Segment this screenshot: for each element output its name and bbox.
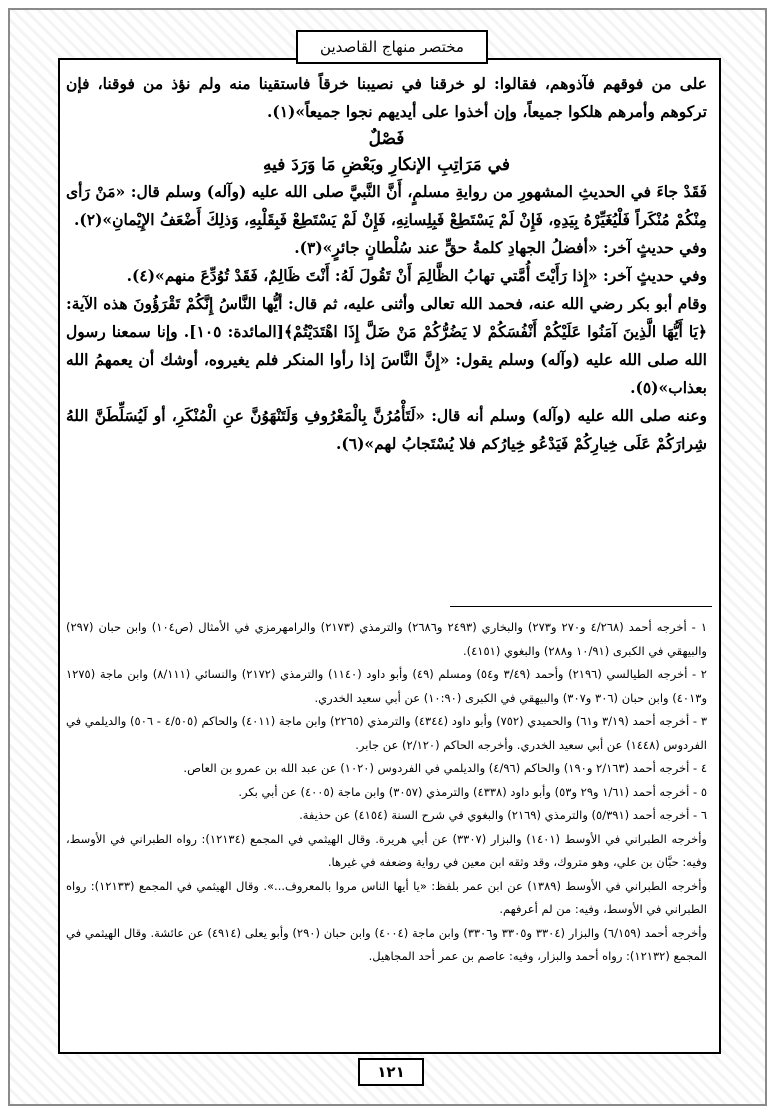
- paragraph-3: وفي حديثٍ آخر: «أفضلُ الجهادِ كلمةُ حقٍّ عند سُلْطانٍ جائرٍ»(٣).: [294, 238, 707, 257]
- page-number: ١٢١: [377, 1063, 405, 1081]
- book-title: مختصر منهاج القاصدين: [320, 38, 464, 56]
- footnote-6-cont-2: وأخرجه الطبراني في الأوسط (١٣٨٩) عن ابن عمر بلفظ: «يا أيها الناس مروا بالمعروف...». وقال الهيثمي في المجمع (١٢١٣٣): رواه الطبراني في الأوسط، وفيه: من لم أعرفهم.: [66, 878, 708, 916]
- paragraph-4: وفي حديثٍ آخر: «إِذا رَأَيْتَ أُمَّتي تهابُ الظَّالِمَ أَنْ تَقُولَ لَهُ: أَنْتَ ظَالِمٌ، فَقَدْ تُوُدِّعَ منهم»(٤).: [126, 266, 707, 285]
- footnote-2: ٢ - أخرجه الطيالسي (٢١٩٦) وأحمد (٣/٤٩ و٥٤) ومسلم (٤٩) وأبو داود (١١٤٠) والترمذي (٢١٧٢) والنسائي (٨/١١١) وابن ماجة (١٢٧٥ و٤٠١٣) وابن حبان (٣٠٦ و٣٠٧) والبيهقي في الكبرى (١٠:٩٠) عن أبي سعيد الخدري.: [66, 667, 707, 705]
- footnote-6-cont-1: وأخرجه الطبراني في الأوسط (١٤٠١) والبزار (٣٣٠٧) عن أبي هريرة. وقال الهيثمي في المجمع (١٢١٣٤): رواه الطبراني في الأوسط، وفيه: حبَّان بن علي، وهو متروك، وقد وثقه ابن معين في رواية وضعفه في غيرها.: [66, 831, 707, 869]
- paragraph-6: وعنه صلى الله عليه (وآله) وسلم أنه قال: «لَتَأْمُرُنَّ بِالْمَعْرُوفِ وَلَتَنْهَوُنَّ عنِ الْمُنْكَرِ، أو لَيُسَلِّطَنَّ اللهُ شِرارَكُمْ عَلَى خِيارِكُمْ فَيَدْعُو خِيارُكم فلا يُسْتَجابُ لهم»(٦).: [66, 406, 707, 453]
- paragraph-5: وقام أبو بكر رضي الله عنه، فحمد الله تعالى وأثنى عليه، ثم قال: أيُّها النَّاسُ إِنَّكُمْ تَقْرَؤُونَ هذه الآية: ﴿يَا أَيُّهَا الَّذِينَ آمَنُوا عَلَيْكُمْ أَنْفُسَكُمْ لا يَضُرُّكُمْ مَنْ ضَلَّ إِذَا اهْتَدَيْتُمْ﴾[المائدة: ١٠٥]. وإنا سمعنا رسول الله صلى الله عليه (وآله) وسلم يقول: «إِنَّ النَّاسَ إذا رأوا المنكر فلم يغيروه، أوشك أن يعمهمُ الله بعذاب»(٥).: [66, 294, 707, 397]
- footnote-3: ٣ - أخرجه أحمد (٣/١٩ و٦١) والحميدي (٧٥٢) وأبو داود (٤٣٤٤) والترمذي (٢٢٦٥) وابن ماجة (٤٠١١) والحاكم (٤/٥٠٥ - ٥٠٦) والديلمي في الفردوس (١٤٤٨) عن أبي سعيد الخدري. وأخرجه الحاكم (٢/١٢٠) عن جابر.: [66, 714, 707, 752]
- main-text: [66, 70, 707, 458]
- footnote-separator: [450, 606, 712, 607]
- section-heading: فَصْلٌ: [368, 129, 405, 149]
- footnote-6: ٦ - أخرجه أحمد (٥/٣٩١) والترمذي (٢١٦٩) والبغوي في شرح السنة (٤١٥٤) عن حذيفة.: [299, 808, 707, 822]
- paragraph-2: فَقَدْ جاءَ في الحديثِ المشهورِ من روايةِ مسلمٍ، أَنَّ النَّبيَّ صلى الله عليه (وآله) وسلم قال: «مَنْ رَأى مِنْكُمْ مُنْكَراً فَلْيُغَيِّرْهُ بِيَدِهِ، فَإِنْ لَمْ يَسْتَطِعْ فَبِلِسانِهِ، فَإِنْ لَمْ يَسْتَطِعْ فَبِقَلْبِهِ، وَذلِكَ أَضْعَفُ الإِيْمانِ»(٢).: [66, 182, 707, 229]
- section-subheading: في مَرَاتِبِ الإنكارِ وبَعْضِ مَا وَرَدَ فيهِ: [263, 155, 510, 175]
- page-number-box: [358, 1058, 424, 1086]
- footnote-1: ١ - أخرجه أحمد (٤/٢٦٨ و٢٧٠ و٢٧٣) والبخاري (٢٤٩٣ و٢٦٨٦) والترمذي (٢١٧٣) والرامهرمزي في الأمثال (ص١٠٤) وابن حبان (٢٩٧) والبيهقي في الكبرى (١٠/٩١ و٢٨٨) والبغوي (٤١٥١).: [66, 620, 708, 658]
- footnote-6-cont-3: وأخرجه أحمد (٦/١٥٩) والبزار (٣٣٠٤ و٣٣٠٥ و٣٣٠٦) وابن ماجة (٤٠٠٤) وابن حبان (٢٩٠) وأبو يعلى (٤٩١٤) عن عائشة. وقال الهيثمي في المجمع (١٢١٣٢): رواه أحمد والبزار، وفيه: عاصم بن عمر أحد المجاهيل.: [66, 925, 707, 963]
- paragraph-1: على من فوقهم فآذوهم، فقالوا: لو خرقنا في نصيبنا خرقاً فاستقينا منه ولم نؤذ من فوقنا، فإن تركوهم وأمرهم هلكوا جميعاً، وإن أخذوا على أيديهم نجوا جميعاً»(١).: [66, 74, 707, 121]
- footnotes: [66, 616, 707, 969]
- footnote-4: ٤ - أخرجه أحمد (٢/١٦٣ و١٩٠) والحاكم (٤/٩٦) والديلمي في الفردوس (١٠٢٠) عن عبد الله بن عمرو بن العاص.: [183, 761, 707, 775]
- footnote-5: ٥ - أخرجه أحمد (١/٦١ و٢٩ و٥٣) وأبو داود (٤٣٣٨) والترمذي (٣٠٥٧) وابن ماجة (٤٠٠٥) عن أبي بكر.: [238, 784, 707, 799]
- running-header: [296, 30, 488, 64]
